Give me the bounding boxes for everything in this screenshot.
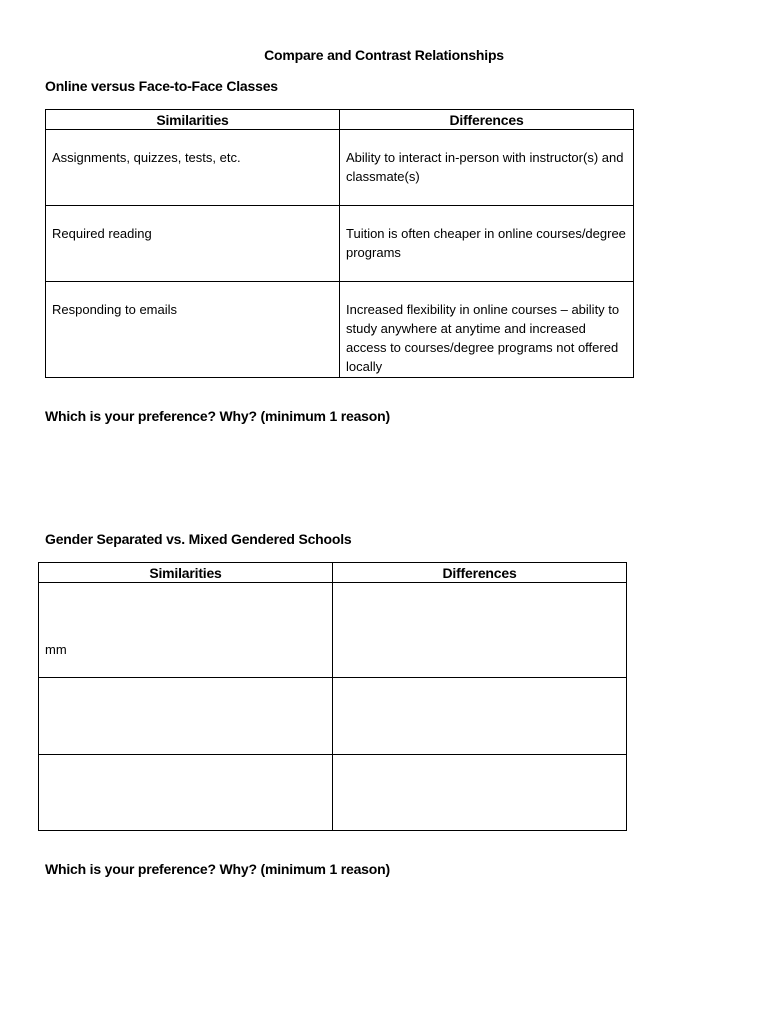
difference-text: Ability to interact in-person with instructor(s) and classmate(s) — [346, 150, 624, 184]
similarity-cell — [46, 282, 340, 378]
table-header-row — [39, 563, 627, 583]
similarity-text: Required reading — [52, 226, 152, 241]
similarity-cell — [46, 130, 340, 206]
difference-cell — [333, 678, 627, 755]
difference-cell — [333, 755, 627, 831]
table-header-row — [46, 110, 634, 130]
table-row — [39, 583, 627, 678]
difference-cell — [340, 282, 634, 378]
section2-heading: Gender Separated vs. Mixed Gendered Schools — [45, 531, 352, 547]
similarity-cell — [46, 206, 340, 282]
similarity-text: Responding to emails — [52, 302, 178, 317]
difference-text: Increased flexibility in online courses – ability to study anywhere at anytime and increased access to courses/degree programs not offered locally — [346, 302, 620, 374]
section1-preference-question: Which is your preference? Why? (minimum 1 reason) — [45, 408, 390, 424]
similarity-text: mm — [45, 642, 67, 657]
column-header-differences: Differences — [340, 110, 634, 130]
similarity-cell — [39, 755, 333, 831]
table-row — [39, 755, 627, 831]
table-row — [39, 678, 627, 755]
difference-cell — [333, 583, 627, 678]
similarity-text: Assignments, quizzes, tests, etc. — [52, 150, 241, 165]
difference-cell — [340, 206, 634, 282]
section1-heading: Online versus Face-to-Face Classes — [45, 78, 278, 94]
column-header-differences: Differences — [333, 563, 627, 583]
difference-cell — [340, 130, 634, 206]
section2-compare-table — [38, 562, 627, 831]
table-row — [46, 130, 634, 206]
similarity-cell — [39, 583, 333, 678]
table-row — [46, 282, 634, 378]
section2-preference-question: Which is your preference? Why? (minimum 1 reason) — [45, 861, 390, 877]
table-row — [46, 206, 634, 282]
column-header-similarities: Similarities — [46, 110, 340, 130]
similarity-cell — [39, 678, 333, 755]
column-header-similarities: Similarities — [39, 563, 333, 583]
difference-text: Tuition is often cheaper in online courses/degree programs — [346, 226, 626, 260]
section1-compare-table — [45, 109, 634, 378]
page-title: Compare and Contrast Relationships — [264, 47, 504, 63]
